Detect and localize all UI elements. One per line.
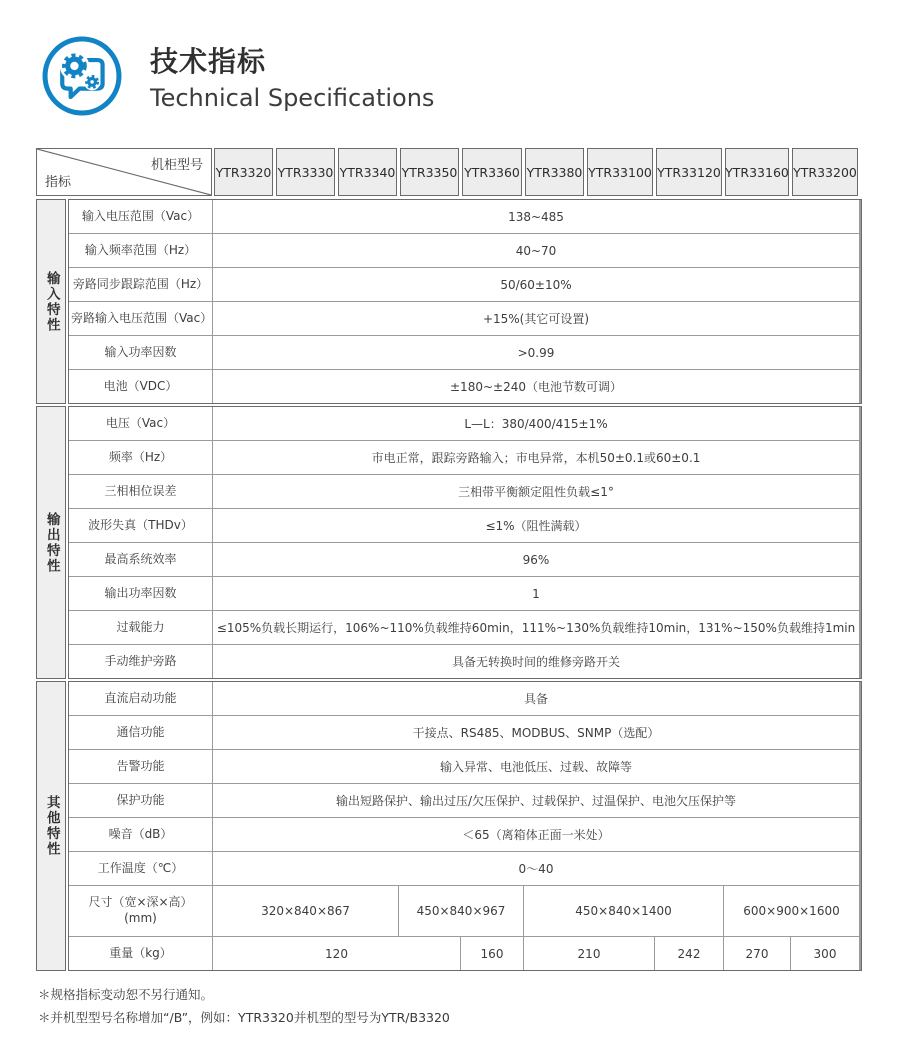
spec-value-cell: 输出短路保护、输出过压/欠压保护、过载保护、过温保护、电池欠压保护等 [213, 784, 859, 817]
page-titles [150, 40, 434, 112]
spec-table [36, 148, 862, 971]
spec-value-cell: L—L：380/400/415±1% [213, 407, 859, 440]
spec-value-cell: 40~70 [213, 234, 859, 267]
model-header: YTR33200 [792, 148, 858, 196]
weight-value-cell: 160 [461, 937, 523, 970]
spec-label-cell: 频率（Hz） [69, 441, 212, 474]
spec-label-cell: 重量（kg） [69, 937, 212, 970]
model-header: YTR3360 [462, 148, 522, 196]
model-header: YTR3340 [338, 148, 397, 196]
model-header: YTR3330 [276, 148, 335, 196]
spec-label-cell: 通信功能 [69, 716, 212, 749]
spec-value-cell: ≤1%（阻性满载） [213, 509, 859, 542]
spec-label-cell: 电池（VDC） [69, 370, 212, 403]
spec-value-cell: 0～40 [213, 852, 859, 885]
group-cell-output [36, 406, 66, 679]
group-label: 输入特性 [43, 270, 60, 333]
diagonal-corner-cell [36, 148, 212, 196]
spec-label-cell: 三相相位误差 [69, 475, 212, 508]
section-rows [68, 406, 862, 679]
spec-label-cell: 输入电压范围（Vac） [69, 200, 212, 233]
spec-value-cell: 三相带平衡额定阻性负载≤1° [213, 475, 859, 508]
model-header: YTR33100 [587, 148, 653, 196]
group-label: 输出特性 [43, 511, 60, 574]
spec-label-cell: 噪音（dB） [69, 818, 212, 851]
weight-value-cell: 120 [213, 937, 460, 970]
spec-value-cell: 1 [213, 577, 859, 610]
spec-value-cell: 具备无转换时间的维修旁路开关 [213, 645, 859, 678]
spec-label-cell: 波形失真（THDv） [69, 509, 212, 542]
dimension-value-cell: 450×840×967 [399, 886, 523, 936]
spec-label-cell: 保护功能 [69, 784, 212, 817]
weight-value-cell: 300 [791, 937, 859, 970]
model-header: YTR3380 [525, 148, 584, 196]
spec-value-cell: +15%(其它可设置) [213, 302, 859, 335]
spec-label-cell: 输入功率因数 [69, 336, 212, 369]
spec-label-cell: 输入频率范围（Hz） [69, 234, 212, 267]
spec-label-cell: 告警功能 [69, 750, 212, 783]
spec-value-cell: 具备 [213, 682, 859, 715]
page-subtitle: Technical Specifications [150, 84, 435, 112]
group-cell-input [36, 199, 66, 404]
section-rows [68, 199, 862, 404]
spec-value-cell: 50/60±10% [213, 268, 859, 301]
corner-label-models: 机柜型号 [150, 158, 203, 173]
spec-value-cell: 输入异常、电池低压、过载、故障等 [213, 750, 859, 783]
footnote: ＊规格指标变动恕不另行通知。 [38, 987, 214, 1002]
model-header: YTR33120 [656, 148, 722, 196]
spec-value-cell: >0.99 [213, 336, 859, 369]
footnote: ＊并机型型号名称增加“/B”，例如：YTR3320并机型的型号为YTR/B3320 [38, 1010, 450, 1025]
page-title: 技术指标 [150, 45, 267, 78]
spec-value-cell: ±180~±240（电池节数可调） [213, 370, 859, 403]
group-label: 其他特性 [43, 795, 60, 857]
spec-label-cell: 过载能力 [69, 611, 212, 644]
spec-label-cell: 旁路输入电压范围（Vac） [69, 302, 212, 335]
spec-label-cell: 电压（Vac） [69, 407, 212, 440]
corner-label-index: 指标 [45, 175, 72, 190]
spec-value-cell: 138~485 [213, 200, 859, 233]
group-cell-other [36, 681, 66, 971]
gears-chat-bubble-icon [40, 34, 124, 118]
spec-label-cell: 直流启动功能 [69, 682, 212, 715]
model-header: YTR3320 [214, 148, 273, 196]
weight-value-cell: 242 [655, 937, 723, 970]
spec-value-cell: ＜65（离箱体正面一米处） [213, 818, 859, 851]
spec-label-cell: 尺寸（宽×深×高） (mm) [69, 886, 212, 936]
section-input [36, 199, 862, 404]
spec-label-cell: 旁路同步跟踪范围（Hz） [69, 268, 212, 301]
spec-label-cell: 输出功率因数 [69, 577, 212, 610]
spec-value-cell: 96% [213, 543, 859, 576]
spec-label-cell: 工作温度（℃） [69, 852, 212, 885]
spec-value-cell: 市电正常，跟踪旁路输入；市电异常，本机50±0.1或60±0.1 [213, 441, 859, 474]
model-header: YTR33160 [725, 148, 789, 196]
spec-value-cell: ≤105%负载长期运行，106%~110%负载维持60min，111%~130%负载维持10min，131%~150%负载维持1min [213, 611, 859, 644]
page-header [0, 0, 900, 118]
table-header-row [36, 148, 862, 196]
weight-value-cell: 270 [724, 937, 790, 970]
section-other [36, 681, 862, 971]
model-header: YTR3350 [400, 148, 459, 196]
dimension-value-cell: 450×840×1400 [524, 886, 723, 936]
section-rows [68, 681, 862, 971]
section-output [36, 406, 862, 679]
footnotes [38, 985, 900, 1026]
dimension-value-cell: 600×900×1600 [724, 886, 859, 936]
spec-label-cell: 手动维护旁路 [69, 645, 212, 678]
spec-label-cell: 最高系统效率 [69, 543, 212, 576]
spec-value-cell: 干接点、RS485、MODBUS、SNMP（选配） [213, 716, 859, 749]
weight-value-cell: 210 [524, 937, 654, 970]
dimension-value-cell: 320×840×867 [213, 886, 398, 936]
